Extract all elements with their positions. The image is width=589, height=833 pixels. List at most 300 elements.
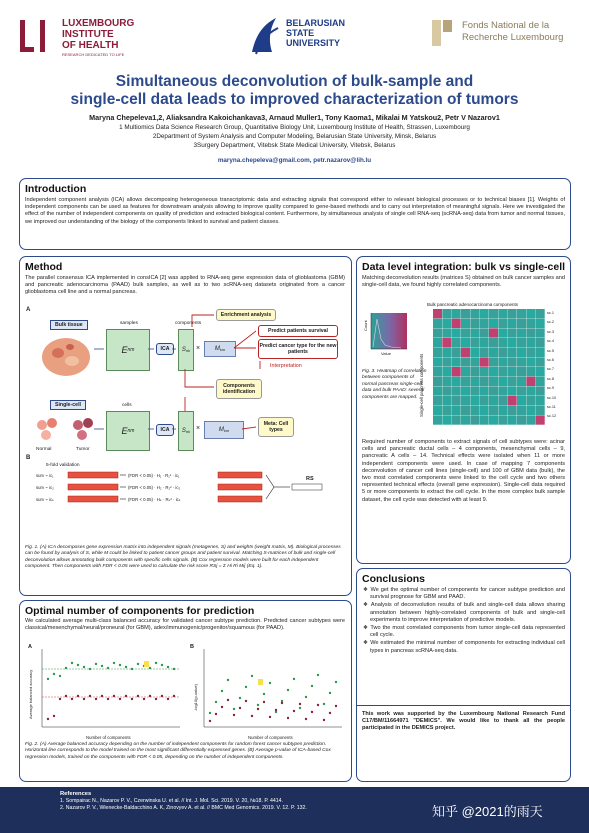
heatmap-cell	[433, 415, 442, 424]
plot-point	[215, 701, 217, 703]
heatmap-cell	[526, 367, 535, 376]
plot-point	[125, 695, 127, 697]
heatmap-cell	[517, 319, 526, 328]
reference-1: 1. Sompairac N., Nazarov P. V., Czerwinska U. et al. // Int. J. Mol. Sci. 2019. V. 20, №18. P. 4414.	[60, 798, 283, 804]
list-item: ❖ We estimated the minimal number of components for extracting individual cell types in pancreas scRNA-seq data.	[363, 640, 565, 654]
plot-point	[167, 698, 169, 700]
heatmap-cell	[526, 309, 535, 318]
heatmap-cell	[452, 386, 461, 395]
heatmap-cell	[489, 377, 498, 386]
heatmap-cell	[442, 377, 451, 386]
plot-point	[311, 711, 313, 713]
list-item: ❖ We get the optimal number of components for cancer subtype prediction and survival prognose for GBM and PAAD.	[363, 587, 565, 601]
heatmap-cell	[498, 396, 507, 405]
references	[60, 791, 307, 812]
plot-axes	[42, 649, 180, 727]
optimal-text: We calculated average multi-class balanced accuracy for validated cancer subtype prediction. Predicted cancer subtypes were classical/mesenchymal/neural/proneural (for GBM), adex/immunogenic/progenitor/squamous (for PAAD).	[25, 618, 345, 632]
heatmap-cell	[498, 377, 507, 386]
heatmap-cell	[480, 406, 489, 415]
meta-cell-types-box: Meta: Cell types	[258, 417, 294, 437]
svg-text:surv ~ ic₂: surv ~ ic₂	[36, 485, 54, 490]
heatmap-cell	[480, 319, 489, 328]
plot-point	[77, 695, 79, 697]
heatmap-cell	[489, 396, 498, 405]
heatmap-cell	[470, 377, 479, 386]
plot-point	[209, 712, 211, 714]
plot-point	[95, 663, 97, 665]
poster-title: Simultaneous deconvolution of bulk-sample and single-cell data leads to improved characterization of tumors	[70, 73, 519, 108]
plot-point	[251, 715, 253, 717]
heatmap-cell	[470, 406, 479, 415]
heatmap-cell	[433, 338, 442, 347]
row-label: sc.6	[547, 358, 554, 363]
single-cell-label: Single-cell	[50, 400, 86, 410]
heatmap-cell	[480, 338, 489, 347]
plot-point	[299, 707, 301, 709]
key-y-label: Count	[363, 320, 368, 331]
plot-point	[167, 666, 169, 668]
plot-a-label: A	[28, 644, 32, 650]
plot-point	[155, 698, 157, 700]
heatmap-cell	[508, 338, 517, 347]
plot-point	[113, 695, 115, 697]
plot-point	[59, 698, 61, 700]
row-label: sc.4	[547, 339, 554, 344]
heatmap-cell	[452, 415, 461, 424]
plot-point	[65, 667, 67, 669]
heatmap-cell	[517, 338, 526, 347]
heatmap-cell	[470, 367, 479, 376]
heatmap-cell	[442, 386, 451, 395]
heatmap-cell	[536, 319, 545, 328]
plot-point	[161, 664, 163, 666]
heatmap-cell	[470, 328, 479, 337]
heatmap-cell	[517, 309, 526, 318]
section-heading: Conclusions	[362, 573, 426, 585]
heatmap-cell	[498, 357, 507, 366]
plot-point	[101, 695, 103, 697]
single-cell-expression-matrix: E nm	[106, 411, 150, 451]
bsu-logo	[246, 14, 376, 60]
heatmap-cell	[536, 386, 545, 395]
row-label: sc.11	[547, 405, 556, 410]
heatmap-cell	[489, 328, 498, 337]
plot-point	[47, 718, 49, 720]
plot-point	[59, 675, 61, 677]
data-level-text: Matching deconvolution results (matrices S) obtained on bulk cancer samples and single-cell data, we found highly correlated components.	[362, 275, 565, 289]
heatmap-cell	[517, 348, 526, 357]
accuracy-y-label: Average balanced accuracy	[28, 669, 33, 719]
heatmap-cell	[517, 396, 526, 405]
heatmap-cell	[526, 386, 535, 395]
row-label: sc.7	[547, 367, 554, 372]
heatmap-cell	[433, 377, 442, 386]
plot-point	[329, 692, 331, 694]
heatmap-cell	[489, 357, 498, 366]
predict-survival-box: Predict patients survival	[258, 325, 338, 337]
heatmap-cell	[526, 338, 535, 347]
heatmap-cell	[480, 328, 489, 337]
plot-point	[149, 667, 151, 669]
heatmap-cell	[508, 415, 517, 424]
bulk-m-matrix: M km	[204, 341, 236, 357]
pvalue-y-label: -log10(p-value)	[193, 684, 198, 711]
plot-point	[251, 675, 253, 677]
heatmap-cell	[508, 377, 517, 386]
watermark: 知乎 @2021的雨天	[432, 804, 543, 819]
row-label: sc.12	[547, 414, 557, 419]
plot-point	[227, 679, 229, 681]
heatmap-cell	[536, 396, 545, 405]
heatmap-y-label: Single-cell pancreas components	[419, 353, 424, 417]
accuracy-x-label: Number of components	[86, 735, 131, 740]
heatmap-cell	[480, 309, 489, 318]
plot-point	[245, 686, 247, 688]
components-label: components	[175, 321, 202, 326]
heatmap-cell	[489, 415, 498, 424]
method-section: Method The parallel consensus ICA implemented in consICA [2] was applied to RNA-seq gene expression data of glioblastoma (GBM) and pancreatic adenocarcinoma (PAAD) bulk samples, as well as to two scRNA-seq datasets originated from a cancer glioblastoma cell line and a normal pancreas. A Bulk tissue samples E nm ICA components S nk × M km Enrichment analysis Predict patients survival Predict cancer type for the new patients Interpretation Components identification Single-cell Normal Tumor cells E nm ICA S nk × M km Meta: Cell types B 5-fold validation surv ~ ic₁ surv ~ ic₂ surv ~ icₖ (FDR < 0.05) · H₁ · R₁² · ic₁ (FDR < 0.05) · H₂ · R₂² · ic₂ (FDR < 0.05) · Hₖ · Rₖ² · icₖ RS Fig. 1. (A) ICA decomposes gene expression matrix into independent signals (metagenes, S) and weights (weight matrix, M). Biological processes can be found by analysis of S, while M could be linked to patient cancer groups and patient survival. Matching S-matrices of bulk and single-cell deconvolution allows annotating bulk components with specific cells signals. (B) Cox regression models were built for each independent component. Then components with FDR < 0.05 were used to calculate the risk score RSj = Σ Hi Ri Mij (Eq. 1).	[19, 256, 352, 596]
heatmap-row-labels	[547, 309, 567, 422]
heatmap-cell	[461, 309, 470, 318]
heatmap-cell	[452, 319, 461, 328]
heatmap-cell	[536, 406, 545, 415]
heatmap-cell	[480, 415, 489, 424]
heatmap-cell	[489, 319, 498, 328]
heatmap-cell	[536, 415, 545, 424]
components-identification-box: Components identification	[216, 379, 262, 399]
heatmap-cell	[461, 406, 470, 415]
plot-point	[173, 695, 175, 697]
plot-point	[101, 665, 103, 667]
list-item: ❖ Analysis of deconvolution results of bulk and single-cell data allows sharing annotation between highly-correlated components of bulk and single-cell experiments to improve interpretation of predictive models.	[363, 602, 565, 623]
heatmap-cell	[498, 386, 507, 395]
plot-point	[137, 663, 139, 665]
heatmap-cell	[442, 328, 451, 337]
interpretation-label: Interpretation	[270, 363, 302, 369]
heatmap-cell	[508, 406, 517, 415]
heatmap-cell	[433, 348, 442, 357]
heatmap-cell	[442, 415, 451, 424]
panel-b-label: B	[26, 455, 31, 461]
heatmap-cell	[461, 367, 470, 376]
heatmap-cell	[526, 348, 535, 357]
heatmap-title: Bulk pancreatic adenocarcinoma components	[427, 302, 519, 307]
plot-point	[317, 674, 319, 676]
heatmap-cell	[489, 309, 498, 318]
heatmap-cell	[470, 396, 479, 405]
plot-point	[293, 710, 295, 712]
heatmap-cell	[498, 338, 507, 347]
data-level-text-2: Required number of components to extract signals of cell subtypes were: acinar cells and pancreatic ductal cells – 4 components, mesenchymal cells – 9, pancreatic A cells – 14. Technical effects were isolated when 11 or more independent components were used. In case of mapping 7 components deconvolution of cancer cell lines (single-cell) and 100 of GBM data (bulk), the two most correlated components were linked to the cell cycle and two others represented technical effects (overall gene expression). Single-cell data required 5 or more components to extract the cell cycle. In the more complex bulk sample dataset, the cell cycle was detected with at least 9.	[362, 439, 565, 503]
heatmap-cell	[470, 319, 479, 328]
heatmap-cell	[470, 415, 479, 424]
heatmap-cell	[480, 396, 489, 405]
plot-point	[263, 701, 265, 703]
lih-tagline: RESEARCH DEDICATED TO LIFE	[62, 52, 125, 57]
heatmap-cell	[508, 396, 517, 405]
heatmap-cell	[433, 396, 442, 405]
plot-point	[53, 673, 55, 675]
plot-point	[107, 698, 109, 700]
fig3-caption: Fig. 3. Heatmap of correlation between components of normal pancreas single-cell data and bulk PAAD: several components are mapped.	[362, 369, 427, 400]
row-label: sc.10	[547, 395, 557, 400]
plot-point	[263, 693, 265, 695]
plot-point	[323, 719, 325, 721]
heatmap-cell	[508, 367, 517, 376]
bulk-expression-matrix: E nm	[106, 329, 150, 371]
panel-a-label: A	[26, 307, 31, 313]
plot-point	[95, 698, 97, 700]
lih-logo	[18, 14, 178, 60]
heatmap-cell	[480, 386, 489, 395]
heatmap-cell	[433, 367, 442, 376]
plot-point	[329, 712, 331, 714]
heatmap-cell	[442, 367, 451, 376]
plot-point	[305, 718, 307, 720]
plot-point	[89, 668, 91, 670]
plot-point	[53, 715, 55, 717]
heatmap-cell	[498, 328, 507, 337]
heatmap-cell	[517, 406, 526, 415]
method-text: The parallel consensus ICA implemented in consICA [2] was applied to RNA-seq gene expression data of glioblastoma (GBM) and pancreatic adenocarcinoma (PAAD) bulk samples, as well as to two scRNA-seq datasets originated from a cancer glioblastoma cell line and a normal pancreas.	[25, 275, 345, 296]
samples-label: samples	[120, 321, 138, 326]
predict-type-box: Predict cancer type for the new patients	[258, 339, 338, 359]
lih-logo-icon	[18, 16, 54, 56]
heatmap-cell	[433, 328, 442, 337]
introduction-section	[19, 178, 571, 250]
key-x-label: Value	[381, 351, 391, 356]
plot-point	[323, 703, 325, 705]
plot-point	[233, 708, 235, 710]
accuracy-plot	[28, 643, 184, 735]
plot-point	[125, 666, 127, 668]
heatmap-cell	[526, 377, 535, 386]
heatmap-cell	[536, 377, 545, 386]
heatmap-cell	[433, 319, 442, 328]
pvalue-x-label: Number of components	[248, 735, 293, 740]
row-label: sc.9	[547, 386, 554, 391]
heatmap-cell	[517, 328, 526, 337]
bsu-emblem-icon	[246, 14, 282, 58]
heatmap-cell	[526, 328, 535, 337]
heatmap-cell	[498, 319, 507, 328]
conclusions-section	[356, 568, 571, 782]
heatmap-cell	[517, 415, 526, 424]
heatmap-cell	[442, 338, 451, 347]
row-label: sc.5	[547, 348, 554, 353]
section-heading: Method	[25, 261, 63, 273]
heatmap-cell	[526, 319, 535, 328]
conclusions-list	[362, 587, 565, 656]
fnr-logo-icon	[430, 18, 456, 48]
heatmap-cell	[480, 367, 489, 376]
row-label: sc.2	[547, 320, 554, 325]
heatmap-cell	[442, 396, 451, 405]
heatmap-cell	[452, 348, 461, 357]
plot-point	[245, 700, 247, 702]
heatmap-cell	[489, 406, 498, 415]
single-cell-s-matrix: S nk	[178, 411, 194, 451]
plot-point	[161, 695, 163, 697]
fivefold-label: 5-fold validation	[46, 463, 80, 468]
svg-text:surv ~ icₖ: surv ~ icₖ	[36, 497, 54, 502]
heatmap-cell	[498, 309, 507, 318]
heatmap-cell	[442, 319, 451, 328]
heatmap-cell	[480, 377, 489, 386]
heatmap-cell	[508, 309, 517, 318]
normal-label: Normal	[36, 447, 52, 452]
heatmap-cell	[442, 357, 451, 366]
heatmap-cell	[508, 348, 517, 357]
plot-point	[119, 698, 121, 700]
plot-point	[107, 667, 109, 669]
plot-point	[257, 704, 259, 706]
heatmap-cell	[470, 309, 479, 318]
heatmap-cell	[508, 386, 517, 395]
plot-point	[317, 704, 319, 706]
heatmap-cell	[442, 348, 451, 357]
heatmap-cell	[517, 377, 526, 386]
svg-text:(FDR < 0.05) · H₂ · R₂² · ic₂: (FDR < 0.05) · H₂ · R₂² · ic₂	[128, 485, 181, 490]
plot-point	[215, 713, 217, 715]
heatmap-cell	[489, 338, 498, 347]
plot-point	[119, 664, 121, 666]
heatmap-cell	[508, 319, 517, 328]
plot-point	[47, 678, 49, 680]
plot-point	[209, 720, 211, 722]
heatmap-cell	[526, 415, 535, 424]
heatmap-cell	[442, 406, 451, 415]
plot-point	[269, 716, 271, 718]
heatmap-cell	[452, 396, 461, 405]
plot-axes	[204, 649, 342, 727]
plot-point	[257, 708, 259, 710]
plot-point	[137, 695, 139, 697]
plot-point	[287, 689, 289, 691]
heatmap-cell	[461, 377, 470, 386]
lih-name: LUXEMBOURG INSTITUTE OF HEALTH	[62, 18, 135, 51]
plot-point	[299, 703, 301, 705]
section-heading: Introduction	[25, 183, 87, 195]
heatmap-cell	[470, 348, 479, 357]
heatmap-cell	[470, 386, 479, 395]
plot-point	[281, 702, 283, 704]
data-level-section	[356, 256, 571, 564]
bsu-name: BELARUSIAN STATE UNIVERSITY	[286, 18, 346, 48]
row-label: sc.3	[547, 329, 554, 334]
fnr-logo	[430, 16, 580, 56]
plot-point	[239, 707, 241, 709]
plot-point	[89, 695, 91, 697]
heatmap-cell	[489, 348, 498, 357]
heatmap-cell	[517, 357, 526, 366]
heatmap-cell	[536, 348, 545, 357]
heatmap-cell	[433, 309, 442, 318]
authors: Maryna Chepeleva1,2, Aliaksandra Kakoichankava3, Arnaud Muller1, Tony Kaoma1, Mikalai M Yatskou2, Petr V Nazarov1	[89, 113, 500, 122]
plot-point	[83, 666, 85, 668]
plot-point	[83, 698, 85, 700]
funding-text: This work was supported by the Luxembourg National Research Fund C17/BM/11664971 "DEMICS". We would like to thank all the people participated in the DEMICS project.	[362, 711, 565, 732]
heatmap-cell	[442, 309, 451, 318]
highlight-mark	[258, 679, 263, 685]
section-heading: Data level integration: bulk vs single-cell	[362, 261, 566, 273]
plot-point	[143, 698, 145, 700]
heatmap-cell	[536, 309, 545, 318]
optimal-components-section	[19, 600, 352, 782]
heatmap-cell	[498, 415, 507, 424]
plot-point	[113, 662, 115, 664]
svg-text:(FDR < 0.05) · Hₖ · Rₖ² · icₖ: (FDR < 0.05) · Hₖ · Rₖ² · icₖ	[128, 497, 181, 502]
heatmap-cell	[480, 357, 489, 366]
plot-point	[155, 662, 157, 664]
heatmap-cell	[489, 367, 498, 376]
cells-label: cells	[122, 403, 132, 408]
correlation-heatmap	[433, 309, 545, 425]
section-heading: Optimal number of components for prediction	[25, 605, 255, 617]
heatmap-cell	[433, 406, 442, 415]
heatmap-cell	[452, 328, 461, 337]
plot-point	[71, 698, 73, 700]
heatmap-cell	[452, 309, 461, 318]
plot-point	[149, 695, 151, 697]
heatmap-cell	[536, 367, 545, 376]
plot-point	[335, 705, 337, 707]
plot-point	[275, 709, 277, 711]
heatmap-cell	[536, 328, 545, 337]
heatmap-cell	[508, 328, 517, 337]
plot-point	[287, 717, 289, 719]
enrichment-analysis-box: Enrichment analysis	[216, 309, 276, 321]
plot-point	[71, 662, 73, 664]
plot-point	[131, 698, 133, 700]
fig1-caption: Fig. 1. (A) ICA decomposes gene expression matrix into independent signals (metagenes, S) and weights (weight matrix, M). Biological processes can be found by analysis of S, while M could be linked to patient cancer groups and patient survival. Matching S-matrices of bulk and single-cell deconvolution allows annotating bulk components with specific cells signals. (B) Cox regression models were built for each independent component. Then components with FDR < 0.05 were used to calculate the risk score RSj = Σ Hi Ri Mij (Eq. 1).	[25, 545, 341, 570]
plot-point	[293, 678, 295, 680]
heatmap-cell	[536, 357, 545, 366]
heatmap-cell	[461, 386, 470, 395]
heatmap-cell	[461, 357, 470, 366]
ica-label-2: ICA	[156, 424, 174, 436]
heatmap-cell	[452, 338, 461, 347]
intro-text: Independent component analysis (ICA) allows decomposing heterogeneous transcriptomic data and extracting signals that correspond either to relevant biological processes or to technical biases [1]. Weights of independent components can be used as features for downstream analysis allowing to improve quality compared to gene-based methods and to carry out interpretation of meaningful signals. Here we investigated the effect of the number of independent components on quality of prediction and extracted biological content. Furthermore, by simultaneous analysis of single cell RNA-seq (scRNA-seq) data from tumor and normal tissues, we improved our understanding of the biology of the components linked to survival and patient classes.	[25, 197, 565, 225]
cox-validation-diagram	[34, 469, 334, 509]
heatmap-cell	[526, 396, 535, 405]
heatmap-cell	[470, 357, 479, 366]
highlight-mark	[144, 661, 149, 667]
heatmap-cell	[461, 338, 470, 347]
list-item: ❖ Two the most correlated components from tumor single-cell data represented cell cycle.	[363, 625, 566, 639]
heatmap-cell	[498, 348, 507, 357]
fig2-caption: Fig. 2. (A) Average balanced accuracy depending on the number of independent components for random forest cancer subtypes prediction. Horizontal line corresponds to the model trained on the most significant differentially expressed genes. (B) Average p-value of ICA-based Cox regression models, trained on the components with FDR < 0.05, depending on the number of independent components.	[25, 742, 331, 760]
single-cell-m-matrix: M km	[204, 421, 244, 439]
heatmap-cell	[461, 328, 470, 337]
plot-point	[305, 696, 307, 698]
bulk-tissue-label: Bulk tissue	[50, 320, 88, 330]
plot-point	[269, 682, 271, 684]
heatmap-cell	[526, 357, 535, 366]
heatmap-cell	[433, 357, 442, 366]
heatmap-cell	[470, 338, 479, 347]
heatmap-cell	[452, 367, 461, 376]
plot-point	[239, 697, 241, 699]
heatmap-cell	[517, 386, 526, 395]
heatmap-cell	[498, 406, 507, 415]
heatmap-cell	[433, 386, 442, 395]
heatmap-cell	[498, 367, 507, 376]
affiliations: 1 Multiomics Data Science Research Group, Quantitative Biology Unit, Luxembourg Institute of Health, Strassen, Luxembourg 2Department of System Analysis and Computer Modeling, Belarusian State University, Minsk, Belarus 3Surgery Department, Vitebsk State Medical University, Vitebsk, Belarus	[119, 124, 470, 149]
bulk-s-matrix: S nk	[178, 329, 194, 371]
pvalue-plot	[190, 643, 346, 735]
plot-point	[65, 695, 67, 697]
